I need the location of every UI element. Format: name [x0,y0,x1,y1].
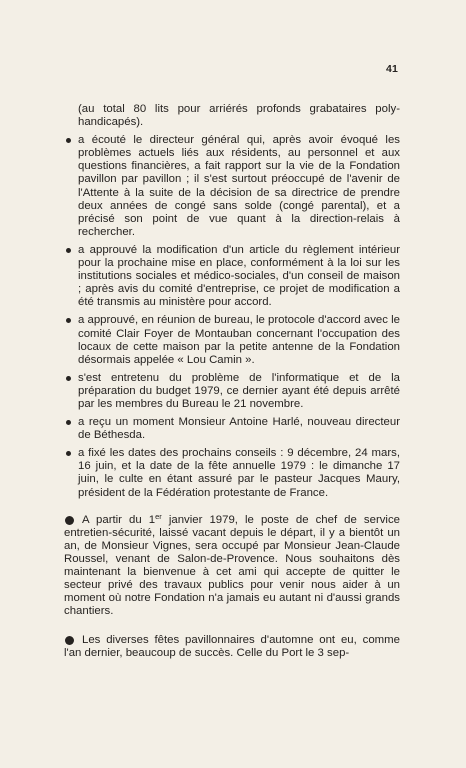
bullet-dot-icon [66,376,71,381]
paragraph-dot-icon [65,516,74,525]
bullet-item [64,372,400,411]
bullet-item [64,416,400,442]
bullet-text: a fixé les dates des prochains conseils : 9 décembre, 24 mars, 16 juin, et la date de la fête annuelle 1979 : le dimanche 17 juin, le culte en étant assuré par le pasteur Jacques Maury, président de la Fédération protestante de France. [78,447,400,499]
bullet-item [64,447,400,499]
paragraph-fetes [64,634,400,660]
bullet-dot-icon [66,248,71,253]
paragraph-new-staff [64,511,400,619]
bullet-item [64,134,400,239]
bullet-dot-icon [66,451,71,456]
paragraph-lead: A partir du 1 [82,513,156,526]
bullet-dot-icon [66,318,71,323]
bullet-list [64,134,400,499]
bullet-text: a reçu un moment Monsieur Antoine Harlé, nouveau directeur de Béthesda. [78,416,400,442]
paragraph-text: Les diverses fêtes pavillonnaires d'automne ont eu, comme l'an dernier, beaucoup de succès. Celle du Port le 3 sep- [64,634,400,660]
ordinal-superscript: er [155,511,162,521]
bullet-item [64,314,400,366]
bullet-text: a approuvé, en réunion de bureau, le protocole d'accord avec le comité Clair Foyer de Montauban concernant l'occupation des locaux de cette maison par la petite antenne de la Fondation désormais appelée « Lou Camin ». [78,314,400,366]
bullet-dot-icon [66,138,71,143]
intro-continuation: (au total 80 lits pour arriérés profonds grabataires poly-handicapés). [78,103,400,129]
text-column [64,103,400,661]
bullet-item [64,244,400,309]
bullet-text: a approuvé la modification d'un article du règlement intérieur pour la prochaine mise en place, conformément à la loi sur les institutions sociales et médico-sociales, d'un conseil de maison ; après avis du comité d'entreprise, ce projet de modification a été transmis au ministère pour accord. [78,243,400,309]
page-number: 41 [386,63,399,75]
bullet-text: a écouté le directeur général qui, après avoir évoqué les problèmes actuels liés aux résidents, au personnel et aux questions financières, a fait rapport sur la vie de la Fondation pavillon par pavillon ; il s'est surtout préoccupé de l'avenir de l'Attente à la suite de la décision de sa directrice de prendre deux années de congé sans solde (congé parental), et a précisé son point de vue quant à la direction-relais à rechercher. [78,134,400,238]
paragraph-rest: janvier 1979, le poste de chef de service entretien-sécurité, laissé vacant depuis le départ, il y a bientôt un an, de Monsieur Vignes, sera occupé par Monsieur Jean-Claude Roussel, venant de Salon-de-Provence. Nous souhaitons dès maintenant la bienvenue à cet ami qui accepte de quitter le secteur privé des travaux publics pour venir nous aider à un moment où notre Fondation n'a jamais eu autant ni d'aussi grands chantiers. [64,513,400,618]
bullet-text: s'est entretenu du problème de l'informatique et de la préparation du budget 1979, ce dernier ayant été depuis arrêté par les membres du Bureau le 21 novembre. [78,371,400,410]
paragraph-dot-icon [65,636,74,645]
bullet-dot-icon [66,420,71,425]
